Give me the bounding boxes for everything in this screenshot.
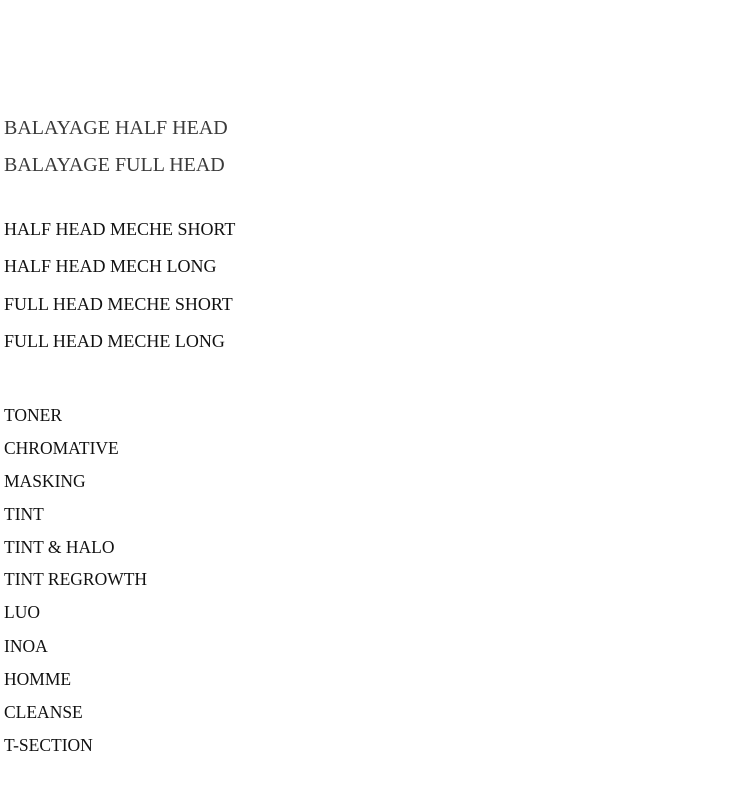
list-item: TONER [4, 405, 63, 425]
list-item: T-SECTION [4, 735, 93, 755]
list-item: HALF HEAD MECHE SHORT [4, 219, 236, 239]
list-item: TINT [4, 504, 44, 524]
list-item: HOMME [4, 669, 72, 689]
list-item: FULL HEAD MECHE SHORT [4, 294, 233, 314]
list-item: TINT REGROWTH [4, 569, 148, 589]
list-item: LUO [4, 602, 40, 622]
list-item: BALAYAGE HALF HEAD [4, 117, 228, 139]
list-item: HALF HEAD MECH LONG [4, 256, 217, 276]
list-item: INOA [4, 636, 48, 656]
list-item: FULL HEAD MECHE LONG [4, 331, 225, 351]
list-item: MASKING [4, 471, 86, 491]
list-item: CHROMATIVE [4, 438, 119, 458]
list-item: BALAYAGE FULL HEAD [4, 154, 225, 176]
list-item: CLEANSE [4, 702, 83, 722]
list-item: TINT & HALO [4, 537, 115, 557]
